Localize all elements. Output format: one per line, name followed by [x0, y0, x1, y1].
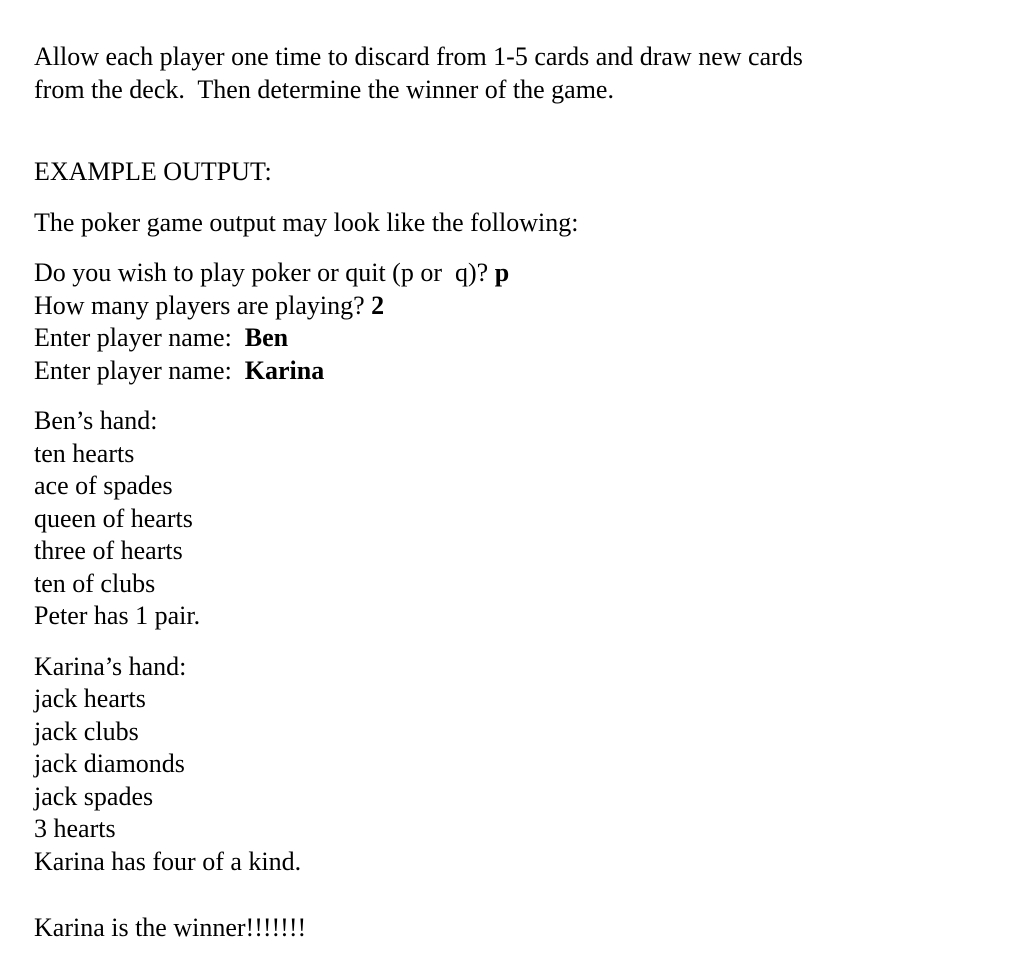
- hand-result: Peter has 1 pair.: [34, 601, 201, 630]
- hand-title: Ben’s hand:: [34, 406, 158, 435]
- prompt-question: Enter player name:: [34, 323, 245, 352]
- prompt-answer: 2: [371, 290, 385, 320]
- prompt-answer: Karina: [244, 355, 325, 385]
- prompt-question: Do you wish to play poker or quit (p or q)?: [34, 258, 495, 287]
- card-line: jack diamonds: [34, 749, 185, 778]
- card-line: jack clubs: [34, 716, 139, 746]
- card-line: three of hearts: [34, 536, 183, 565]
- prompt-line: [34, 322, 994, 355]
- hand-block-karina: [34, 651, 994, 879]
- prompt-answer: Ben: [244, 323, 289, 352]
- hand-block-ben: [34, 405, 994, 633]
- intro-line-2: from the deck. Then determine the winner of the game.: [34, 74, 614, 104]
- lead-sentence: The poker game output may look like the following:: [34, 207, 579, 237]
- intro-line-1: Allow each player one time to discard from 1-5 cards and draw new cards: [34, 42, 803, 71]
- card-line: jack hearts: [34, 684, 146, 713]
- card-line: ten hearts: [34, 438, 135, 468]
- card-line: ten of clubs: [34, 568, 156, 598]
- prompt-answer: p: [494, 258, 510, 287]
- prompt-block: [34, 257, 994, 387]
- prompt-question: Enter player name:: [34, 355, 245, 385]
- document-page: [34, 41, 994, 945]
- card-line: ace of spades: [34, 471, 173, 500]
- card-line: queen of hearts: [34, 503, 193, 533]
- hand-title: Karina’s hand:: [34, 651, 187, 681]
- winner-announcement: Karina is the winner!!!!!!!: [34, 913, 307, 942]
- intro-paragraph: [34, 41, 994, 106]
- prompt-line: [34, 257, 994, 290]
- prompt-question: How many players are playing?: [34, 290, 372, 320]
- example-output-heading: EXAMPLE OUTPUT:: [34, 157, 272, 186]
- card-line: jack spades: [34, 781, 154, 811]
- hand-result: Karina has four of a kind.: [34, 846, 302, 876]
- prompt-line: [34, 355, 994, 388]
- card-line: 3 hearts: [34, 814, 116, 843]
- prompt-line: [34, 290, 994, 323]
